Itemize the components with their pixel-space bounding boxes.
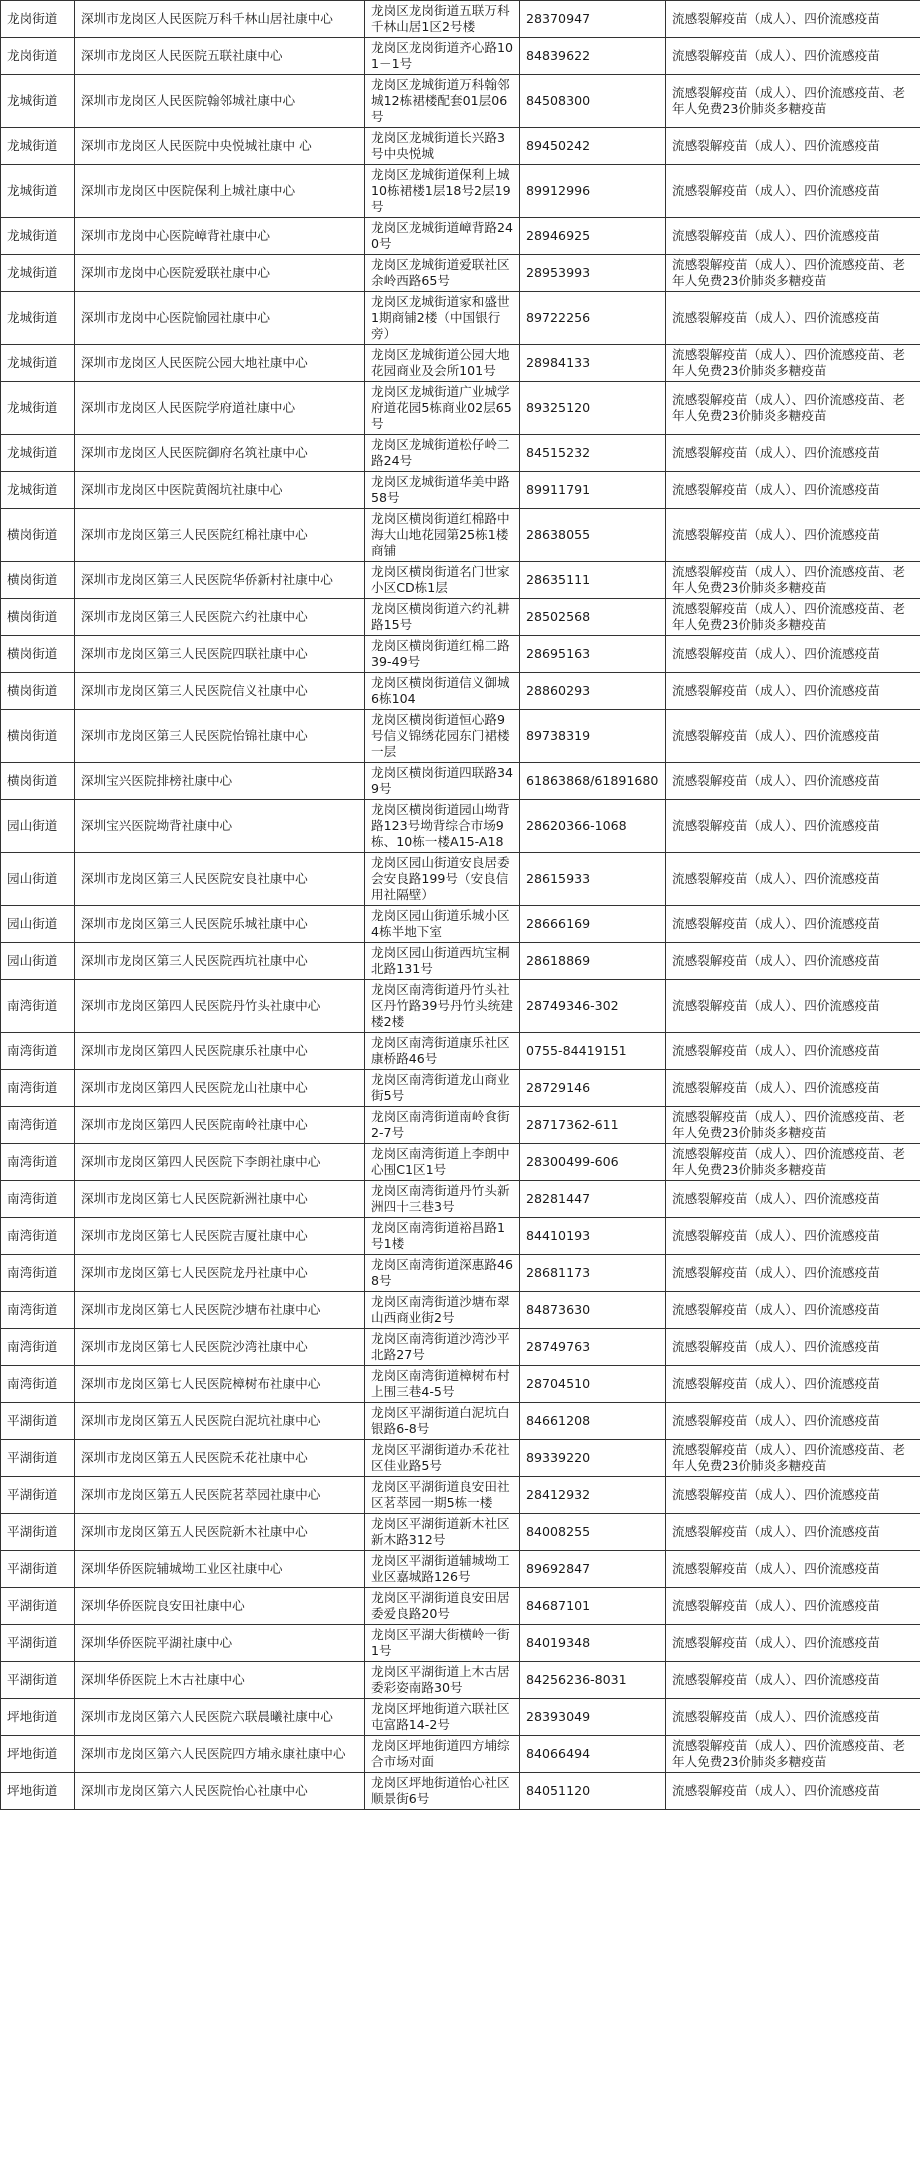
cell-center: 深圳市龙岗区第三人民医院信义社康中心 [75,673,365,710]
cell-vaccines: 流感裂解疫苗（成人）、四价流感疫苗 [666,1033,920,1070]
cell-center: 深圳市龙岗区人民医院翰邻城社康中心 [75,75,365,128]
cell-address: 龙岗区横岗街道红棉路中海大山地花园第25栋1楼商铺 [365,509,520,562]
cell-address: 龙岗区龙岗街道齐心路101－1号 [365,38,520,75]
cell-vaccines: 流感裂解疫苗（成人）、四价流感疫苗、老年人免费23价肺炎多糖疫苗 [666,1144,920,1181]
table-row [1,562,920,599]
cell-street: 园山街道 [1,853,75,906]
cell-address: 龙岗区龙城街道万科翰邻城12栋裙楼配套01层06号 [365,75,520,128]
cell-phone: 84008255 [520,1514,666,1551]
cell-center: 深圳市龙岗区第四人民医院龙山社康中心 [75,1070,365,1107]
cell-vaccines: 流感裂解疫苗（成人）、四价流感疫苗 [666,1292,920,1329]
cell-phone: 28666169 [520,906,666,943]
cell-vaccines: 流感裂解疫苗（成人）、四价流感疫苗 [666,1514,920,1551]
cell-vaccines: 流感裂解疫苗（成人）、四价流感疫苗 [666,763,920,800]
table-row [1,1292,920,1329]
cell-street: 横岗街道 [1,599,75,636]
table-row [1,435,920,472]
cell-phone: 28749763 [520,1329,666,1366]
cell-address: 龙岗区龙城街道长兴路3号中央悦城 [365,128,520,165]
cell-center: 深圳市龙岗区第三人民医院四联社康中心 [75,636,365,673]
cell-phone: 89339220 [520,1440,666,1477]
table-body [1,1,920,1810]
cell-vaccines: 流感裂解疫苗（成人）、四价流感疫苗 [666,1181,920,1218]
cell-street: 平湖街道 [1,1477,75,1514]
table-row [1,255,920,292]
table-row [1,800,920,853]
cell-vaccines: 流感裂解疫苗（成人）、四价流感疫苗 [666,1,920,38]
table-row [1,472,920,509]
table-row [1,1662,920,1699]
cell-center: 深圳华侨医院平湖社康中心 [75,1625,365,1662]
table-row [1,943,920,980]
cell-address: 龙岗区坪地街道怡心社区顺景街6号 [365,1773,520,1810]
cell-street: 南湾街道 [1,980,75,1033]
cell-vaccines: 流感裂解疫苗（成人）、四价流感疫苗 [666,292,920,345]
cell-address: 龙岗区横岗街道信义御城6栋104 [365,673,520,710]
cell-street: 龙岗街道 [1,38,75,75]
cell-vaccines: 流感裂解疫苗（成人）、四价流感疫苗 [666,1329,920,1366]
cell-phone: 28412932 [520,1477,666,1514]
cell-address: 龙岗区平湖大街横岭一街1号 [365,1625,520,1662]
cell-phone: 84019348 [520,1625,666,1662]
table-row [1,1144,920,1181]
cell-vaccines: 流感裂解疫苗（成人）、四价流感疫苗 [666,1662,920,1699]
cell-address: 龙岗区园山街道西坑宝桐北路131号 [365,943,520,980]
cell-vaccines: 流感裂解疫苗（成人）、四价流感疫苗、老年人免费23价肺炎多糖疫苗 [666,562,920,599]
cell-center: 深圳市龙岗区第五人民医院白泥坑社康中心 [75,1403,365,1440]
cell-vaccines: 流感裂解疫苗（成人）、四价流感疫苗 [666,218,920,255]
table-row [1,1329,920,1366]
table-row [1,1551,920,1588]
cell-phone: 84256236-8031 [520,1662,666,1699]
cell-vaccines: 流感裂解疫苗（成人）、四价流感疫苗、老年人免费23价肺炎多糖疫苗 [666,75,920,128]
cell-phone: 89911791 [520,472,666,509]
cell-street: 横岗街道 [1,509,75,562]
cell-center: 深圳市龙岗区第五人民医院新木社康中心 [75,1514,365,1551]
cell-phone: 89325120 [520,382,666,435]
cell-vaccines: 流感裂解疫苗（成人）、四价流感疫苗 [666,710,920,763]
cell-phone: 89722256 [520,292,666,345]
cell-phone: 28618869 [520,943,666,980]
table-row [1,710,920,763]
cell-address: 龙岗区横岗街道六约礼耕路15号 [365,599,520,636]
cell-center: 深圳市龙岗区人民医院学府道社康中心 [75,382,365,435]
cell-center: 深圳市龙岗区人民医院中央悦城社康中 心 [75,128,365,165]
cell-address: 龙岗区龙城街道松仔岭二路24号 [365,435,520,472]
table-row [1,75,920,128]
table-row [1,38,920,75]
cell-vaccines: 流感裂解疫苗（成人）、四价流感疫苗 [666,1699,920,1736]
cell-street: 南湾街道 [1,1033,75,1070]
cell-center: 深圳市龙岗区第三人民医院华侨新村社康中心 [75,562,365,599]
cell-address: 龙岗区南湾街道沙塘布翠山西商业街2号 [365,1292,520,1329]
cell-street: 龙城街道 [1,128,75,165]
cell-center: 深圳宝兴医院排榜社康中心 [75,763,365,800]
cell-vaccines: 流感裂解疫苗（成人）、四价流感疫苗 [666,906,920,943]
table-row [1,128,920,165]
cell-center: 深圳市龙岗区第七人民医院吉厦社康中心 [75,1218,365,1255]
table-row [1,509,920,562]
cell-center: 深圳市龙岗区第三人民医院乐城社康中心 [75,906,365,943]
cell-vaccines: 流感裂解疫苗（成人）、四价流感疫苗 [666,1625,920,1662]
table-row [1,673,920,710]
cell-center: 深圳市龙岗区第五人民医院茗萃园社康中心 [75,1477,365,1514]
cell-address: 龙岗区横岗街道名门世家小区CD栋1层 [365,562,520,599]
cell-phone: 28502568 [520,599,666,636]
cell-vaccines: 流感裂解疫苗（成人）、四价流感疫苗 [666,38,920,75]
cell-street: 平湖街道 [1,1662,75,1699]
table-row [1,1403,920,1440]
cell-address: 龙岗区平湖街道良安田居委爱良路20号 [365,1588,520,1625]
cell-phone: 28638055 [520,509,666,562]
cell-vaccines: 流感裂解疫苗（成人）、四价流感疫苗、老年人免费23价肺炎多糖疫苗 [666,382,920,435]
cell-address: 龙岗区南湾街道南岭食街2-7号 [365,1107,520,1144]
cell-vaccines: 流感裂解疫苗（成人）、四价流感疫苗、老年人免费23价肺炎多糖疫苗 [666,345,920,382]
table-row [1,1181,920,1218]
table-row [1,636,920,673]
cell-vaccines: 流感裂解疫苗（成人）、四价流感疫苗 [666,1773,920,1810]
cell-address: 龙岗区龙城街道嶂背路240号 [365,218,520,255]
cell-center: 深圳市龙岗区第七人民医院沙塘布社康中心 [75,1292,365,1329]
cell-phone: 89738319 [520,710,666,763]
cell-vaccines: 流感裂解疫苗（成人）、四价流感疫苗 [666,673,920,710]
cell-address: 龙岗区龙城街道保利上城10栋裙楼1层18号2层19号 [365,165,520,218]
cell-vaccines: 流感裂解疫苗（成人）、四价流感疫苗 [666,853,920,906]
cell-center: 深圳市龙岗区第三人民医院六约社康中心 [75,599,365,636]
cell-street: 园山街道 [1,906,75,943]
cell-center: 深圳市龙岗区第三人民医院红棉社康中心 [75,509,365,562]
cell-center: 深圳市龙岗区第六人民医院四方埔永康社康中心 [75,1736,365,1773]
cell-street: 龙城街道 [1,292,75,345]
cell-vaccines: 流感裂解疫苗（成人）、四价流感疫苗 [666,636,920,673]
cell-phone: 84687101 [520,1588,666,1625]
cell-phone: 84873630 [520,1292,666,1329]
cell-phone: 28860293 [520,673,666,710]
cell-address: 龙岗区平湖街道新木社区新木路312号 [365,1514,520,1551]
table-row [1,980,920,1033]
cell-address: 龙岗区南湾街道樟树布村上围三巷4-5号 [365,1366,520,1403]
cell-address: 龙岗区南湾街道裕昌路1号1楼 [365,1218,520,1255]
cell-phone: 28953993 [520,255,666,292]
cell-center: 深圳市龙岗中心医院嶂背社康中心 [75,218,365,255]
cell-vaccines: 流感裂解疫苗（成人）、四价流感疫苗 [666,1366,920,1403]
cell-phone: 28615933 [520,853,666,906]
cell-street: 南湾街道 [1,1292,75,1329]
table-row [1,1514,920,1551]
cell-phone: 84066494 [520,1736,666,1773]
cell-center: 深圳市龙岗区人民医院公园大地社康中心 [75,345,365,382]
cell-center: 深圳市龙岗中心医院爱联社康中心 [75,255,365,292]
cell-street: 南湾街道 [1,1329,75,1366]
cell-phone: 84515232 [520,435,666,472]
table-row [1,1218,920,1255]
cell-center: 深圳市龙岗区人民医院万科千林山居社康中心 [75,1,365,38]
table-row [1,763,920,800]
cell-vaccines: 流感裂解疫苗（成人）、四价流感疫苗、老年人免费23价肺炎多糖疫苗 [666,1440,920,1477]
cell-center: 深圳市龙岗区第三人民医院安良社康中心 [75,853,365,906]
cell-street: 平湖街道 [1,1625,75,1662]
cell-address: 龙岗区南湾街道上李朗中心围C1区1号 [365,1144,520,1181]
cell-center: 深圳宝兴医院坳背社康中心 [75,800,365,853]
cell-address: 龙岗区平湖街道上木古居委彩姿南路30号 [365,1662,520,1699]
table-row [1,906,920,943]
cell-street: 坪地街道 [1,1736,75,1773]
cell-street: 龙城街道 [1,165,75,218]
cell-vaccines: 流感裂解疫苗（成人）、四价流感疫苗 [666,1551,920,1588]
cell-center: 深圳华侨医院良安田社康中心 [75,1588,365,1625]
table-row [1,345,920,382]
table-row [1,853,920,906]
cell-vaccines: 流感裂解疫苗（成人）、四价流感疫苗、老年人免费23价肺炎多糖疫苗 [666,599,920,636]
cell-street: 龙城街道 [1,345,75,382]
cell-address: 龙岗区南湾街道深惠路468号 [365,1255,520,1292]
cell-phone: 28695163 [520,636,666,673]
cell-address: 龙岗区南湾街道丹竹头新洲四十三巷3号 [365,1181,520,1218]
cell-address: 龙岗区横岗街道园山坳背路123号坳背综合市场9栋、10栋一楼A15-A18 [365,800,520,853]
table-row [1,218,920,255]
cell-phone: 28717362-611 [520,1107,666,1144]
cell-street: 平湖街道 [1,1588,75,1625]
cell-center: 深圳市龙岗区第四人民医院丹竹头社康中心 [75,980,365,1033]
cell-center: 深圳市龙岗区第七人民医院龙丹社康中心 [75,1255,365,1292]
cell-center: 深圳市龙岗区第四人民医院康乐社康中心 [75,1033,365,1070]
cell-phone: 84661208 [520,1403,666,1440]
table-row [1,292,920,345]
cell-address: 龙岗区坪地街道六联社区屯富路14-2号 [365,1699,520,1736]
cell-center: 深圳市龙岗区第六人民医院怡心社康中心 [75,1773,365,1810]
cell-phone: 28393049 [520,1699,666,1736]
cell-vaccines: 流感裂解疫苗（成人）、四价流感疫苗 [666,435,920,472]
cell-address: 龙岗区龙城街道华美中路58号 [365,472,520,509]
cell-address: 龙岗区龙城街道广业城学府道花园5栋商业02层65号 [365,382,520,435]
cell-address: 龙岗区龙城街道家和盛世1期商铺2楼（中国银行旁） [365,292,520,345]
cell-vaccines: 流感裂解疫苗（成人）、四价流感疫苗 [666,800,920,853]
table-row [1,1588,920,1625]
cell-center: 深圳华侨医院辅城坳工业区社康中心 [75,1551,365,1588]
cell-street: 龙岗街道 [1,1,75,38]
cell-center: 深圳市龙岗区中医院保利上城社康中心 [75,165,365,218]
cell-phone: 84839622 [520,38,666,75]
cell-address: 龙岗区龙城街道公园大地花园商业及会所101号 [365,345,520,382]
cell-street: 平湖街道 [1,1440,75,1477]
cell-address: 龙岗区平湖街道办禾花社区佳业路5号 [365,1440,520,1477]
cell-street: 南湾街道 [1,1218,75,1255]
cell-street: 龙城街道 [1,382,75,435]
cell-address: 龙岗区南湾街道康乐社区康桥路46号 [365,1033,520,1070]
cell-phone: 28620366-1068 [520,800,666,853]
cell-phone: 28984133 [520,345,666,382]
cell-vaccines: 流感裂解疫苗（成人）、四价流感疫苗 [666,1403,920,1440]
cell-address: 龙岗区横岗街道红棉二路39-49号 [365,636,520,673]
table-row [1,1366,920,1403]
cell-phone: 84051120 [520,1773,666,1810]
cell-center: 深圳市龙岗区第三人民医院怡锦社康中心 [75,710,365,763]
table-row [1,1477,920,1514]
cell-phone: 61863868/61891680 [520,763,666,800]
table-row [1,165,920,218]
cell-address: 龙岗区南湾街道龙山商业街5号 [365,1070,520,1107]
cell-vaccines: 流感裂解疫苗（成人）、四价流感疫苗 [666,509,920,562]
table-row [1,1255,920,1292]
table-row [1,1107,920,1144]
cell-vaccines: 流感裂解疫苗（成人）、四价流感疫苗 [666,1218,920,1255]
cell-vaccines: 流感裂解疫苗（成人）、四价流感疫苗、老年人免费23价肺炎多糖疫苗 [666,255,920,292]
cell-address: 龙岗区龙岗街道五联万科千林山居1区2号楼 [365,1,520,38]
table-row [1,1699,920,1736]
table-row [1,599,920,636]
cell-street: 南湾街道 [1,1366,75,1403]
cell-phone: 89450242 [520,128,666,165]
cell-street: 南湾街道 [1,1107,75,1144]
table-row [1,1070,920,1107]
table-row [1,1773,920,1810]
cell-center: 深圳华侨医院上木古社康中心 [75,1662,365,1699]
table-row [1,1033,920,1070]
table-row [1,1625,920,1662]
table-row [1,1736,920,1773]
cell-phone: 0755-84419151 [520,1033,666,1070]
cell-address: 龙岗区横岗街道恒心路9号信义锦绣花园东门裙楼一层 [365,710,520,763]
cell-center: 深圳市龙岗区人民医院五联社康中心 [75,38,365,75]
cell-phone: 28281447 [520,1181,666,1218]
cell-phone: 89692847 [520,1551,666,1588]
cell-street: 园山街道 [1,800,75,853]
cell-center: 深圳市龙岗区中医院黄阁坑社康中心 [75,472,365,509]
cell-street: 南湾街道 [1,1255,75,1292]
cell-phone: 84508300 [520,75,666,128]
cell-vaccines: 流感裂解疫苗（成人）、四价流感疫苗 [666,980,920,1033]
cell-street: 平湖街道 [1,1514,75,1551]
cell-street: 南湾街道 [1,1181,75,1218]
cell-address: 龙岗区龙城街道爱联社区余岭西路65号 [365,255,520,292]
cell-vaccines: 流感裂解疫苗（成人）、四价流感疫苗 [666,1255,920,1292]
cell-center: 深圳市龙岗区第七人民医院新洲社康中心 [75,1181,365,1218]
cell-street: 龙城街道 [1,472,75,509]
cell-center: 深圳市龙岗区第四人民医院南岭社康中心 [75,1107,365,1144]
table-row [1,1,920,38]
cell-center: 深圳市龙岗区第六人民医院六联晨曦社康中心 [75,1699,365,1736]
table-row [1,1440,920,1477]
cell-street: 平湖街道 [1,1403,75,1440]
cell-vaccines: 流感裂解疫苗（成人）、四价流感疫苗 [666,472,920,509]
cell-center: 深圳市龙岗中心医院愉园社康中心 [75,292,365,345]
cell-street: 龙城街道 [1,255,75,292]
cell-street: 横岗街道 [1,562,75,599]
cell-street: 园山街道 [1,943,75,980]
cell-center: 深圳市龙岗区第四人民医院下李朗社康中心 [75,1144,365,1181]
cell-phone: 28635111 [520,562,666,599]
table-row [1,382,920,435]
cell-center: 深圳市龙岗区第三人民医院西坑社康中心 [75,943,365,980]
cell-phone: 84410193 [520,1218,666,1255]
cell-street: 横岗街道 [1,673,75,710]
cell-phone: 28704510 [520,1366,666,1403]
cell-phone: 28729146 [520,1070,666,1107]
cell-street: 横岗街道 [1,710,75,763]
cell-street: 南湾街道 [1,1144,75,1181]
cell-phone: 28681173 [520,1255,666,1292]
cell-street: 坪地街道 [1,1773,75,1810]
cell-street: 横岗街道 [1,763,75,800]
cell-vaccines: 流感裂解疫苗（成人）、四价流感疫苗 [666,1477,920,1514]
cell-address: 龙岗区横岗街道四联路349号 [365,763,520,800]
cell-address: 龙岗区南湾街道丹竹头社区丹竹路39号丹竹头统建楼2楼 [365,980,520,1033]
cell-street: 南湾街道 [1,1070,75,1107]
cell-street: 龙城街道 [1,75,75,128]
cell-center: 深圳市龙岗区第七人民医院沙湾社康中心 [75,1329,365,1366]
cell-street: 平湖街道 [1,1551,75,1588]
cell-address: 龙岗区平湖街道辅城坳工业区嘉城路126号 [365,1551,520,1588]
cell-vaccines: 流感裂解疫苗（成人）、四价流感疫苗 [666,1070,920,1107]
cell-address: 龙岗区平湖街道良安田社区茗萃园一期5栋一楼 [365,1477,520,1514]
cell-center: 深圳市龙岗区人民医院御府名筑社康中心 [75,435,365,472]
cell-street: 龙城街道 [1,435,75,472]
cell-vaccines: 流感裂解疫苗（成人）、四价流感疫苗 [666,943,920,980]
cell-center: 深圳市龙岗区第五人民医院禾花社康中心 [75,1440,365,1477]
cell-address: 龙岗区园山街道乐城小区4栋半地下室 [365,906,520,943]
cell-phone: 28749346-302 [520,980,666,1033]
cell-address: 龙岗区园山街道安良居委会安良路199号（安良信用社隔壁） [365,853,520,906]
cell-address: 龙岗区平湖街道白泥坑白银路6-8号 [365,1403,520,1440]
cell-address: 龙岗区坪地街道四方埔综合市场对面 [365,1736,520,1773]
cell-vaccines: 流感裂解疫苗（成人）、四价流感疫苗、老年人免费23价肺炎多糖疫苗 [666,1736,920,1773]
cell-vaccines: 流感裂解疫苗（成人）、四价流感疫苗 [666,128,920,165]
cell-phone: 89912996 [520,165,666,218]
cell-address: 龙岗区南湾街道沙湾沙平北路27号 [365,1329,520,1366]
cell-phone: 28300499-606 [520,1144,666,1181]
cell-vaccines: 流感裂解疫苗（成人）、四价流感疫苗 [666,165,920,218]
cell-vaccines: 流感裂解疫苗（成人）、四价流感疫苗 [666,1588,920,1625]
cell-phone: 28370947 [520,1,666,38]
cell-street: 横岗街道 [1,636,75,673]
cell-vaccines: 流感裂解疫苗（成人）、四价流感疫苗、老年人免费23价肺炎多糖疫苗 [666,1107,920,1144]
cell-phone: 28946925 [520,218,666,255]
cell-center: 深圳市龙岗区第七人民医院樟树布社康中心 [75,1366,365,1403]
cell-street: 龙城街道 [1,218,75,255]
cell-street: 坪地街道 [1,1699,75,1736]
